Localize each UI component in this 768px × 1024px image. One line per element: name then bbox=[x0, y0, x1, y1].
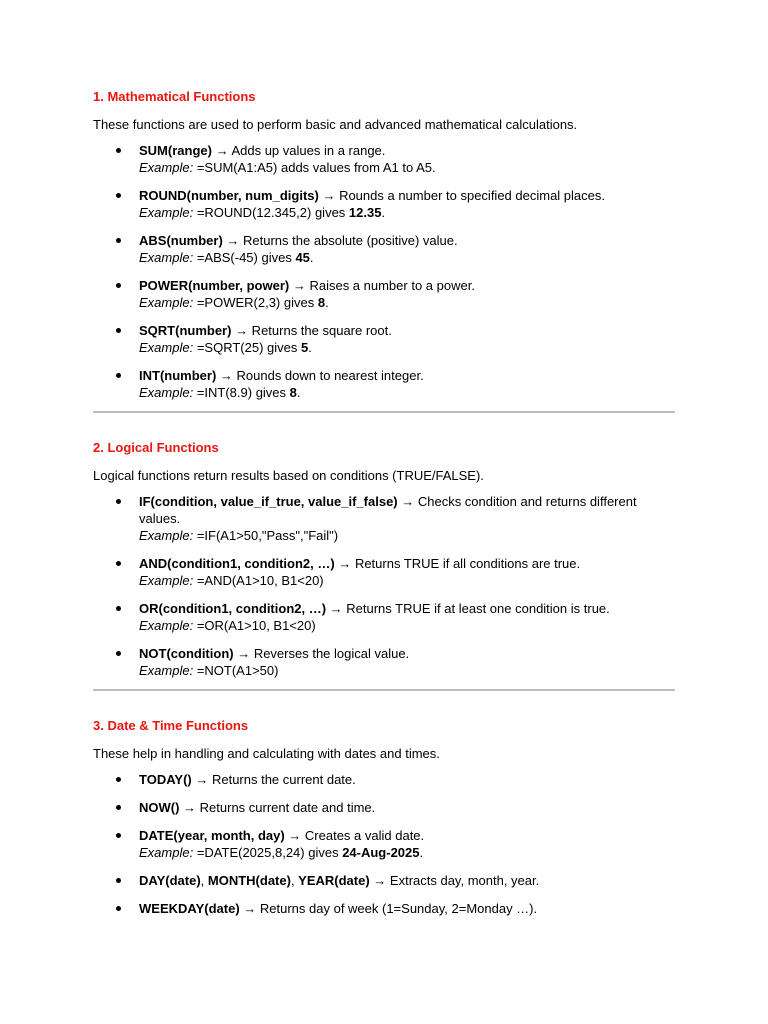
example-end: . bbox=[325, 295, 329, 310]
function-desc: → Returns TRUE if all conditions are true. bbox=[334, 556, 581, 571]
bullet-icon bbox=[116, 606, 121, 611]
function-list bbox=[93, 771, 675, 917]
example-label: Example: bbox=[139, 160, 194, 175]
section-title: 2. Logical Functions bbox=[93, 440, 219, 455]
section-divider bbox=[93, 689, 675, 691]
bullet-icon bbox=[116, 238, 121, 243]
list-item-date bbox=[93, 827, 675, 861]
example-result: 5 bbox=[300, 340, 309, 355]
function-desc: → Returns the square root. bbox=[231, 323, 392, 338]
list-item-sum bbox=[93, 142, 675, 176]
bullet-icon bbox=[116, 373, 121, 378]
function-name: DATE(year, month, day) bbox=[139, 828, 285, 843]
example-label: Example: bbox=[139, 340, 194, 355]
list-item-day-month-year bbox=[93, 872, 675, 889]
function-name: OR(condition1, condition2, …) bbox=[139, 601, 327, 616]
function-name: NOW() bbox=[139, 800, 180, 815]
bullet-icon bbox=[116, 878, 121, 883]
list-item-abs bbox=[93, 232, 675, 266]
function-desc: → Returns day of week (1=Sunday, 2=Monday …). bbox=[239, 901, 538, 916]
bullet-icon bbox=[116, 906, 121, 911]
function-name: AND(condition1, condition2, …) bbox=[139, 556, 335, 571]
function-list bbox=[93, 493, 675, 679]
section-date-time-functions bbox=[93, 717, 675, 917]
function-desc: → Rounds down to nearest integer. bbox=[216, 368, 424, 383]
list-item-now bbox=[93, 799, 675, 816]
list-item-if bbox=[93, 493, 675, 544]
bullet-icon bbox=[116, 777, 121, 782]
example-text: =NOT(A1>50) bbox=[193, 663, 279, 678]
example-text: =IF(A1>50,"Pass","Fail") bbox=[193, 528, 339, 543]
bullet-icon bbox=[116, 283, 121, 288]
example-end: . bbox=[381, 205, 386, 220]
function-desc: → Checks condition and returns different values. bbox=[139, 494, 637, 526]
list-item-not bbox=[93, 645, 675, 679]
list-item-and bbox=[93, 555, 675, 589]
example-result: 12.35 bbox=[348, 205, 382, 220]
section-logical-functions bbox=[93, 439, 675, 679]
example-end: . bbox=[296, 385, 301, 400]
function-name-2: MONTH(date) bbox=[207, 873, 291, 888]
list-item-int bbox=[93, 367, 675, 401]
example-text: =AND(A1>10, B1<20) bbox=[193, 573, 324, 588]
function-name: IF(condition, value_if_true, value_if_false) bbox=[139, 494, 398, 509]
function-desc: → Creates a valid date. bbox=[284, 828, 425, 843]
example-end: . bbox=[308, 340, 312, 355]
example-text: =SQRT(25) gives bbox=[193, 340, 301, 355]
example-text: =ROUND(12.345,2) gives bbox=[193, 205, 349, 220]
section-title: 1. Mathematical Functions bbox=[93, 89, 256, 104]
section-intro: These help in handling and calculating with dates and times. bbox=[93, 746, 440, 761]
function-name: INT(number) bbox=[139, 368, 217, 383]
function-desc: → Extracts day, month, year. bbox=[369, 873, 540, 888]
function-desc: → Reverses the logical value. bbox=[233, 646, 410, 661]
function-name-3: YEAR(date) bbox=[298, 873, 370, 888]
example-label: Example: bbox=[139, 845, 194, 860]
example-result: 8 bbox=[317, 295, 326, 310]
example-label: Example: bbox=[139, 573, 194, 588]
section-title: 3. Date & Time Functions bbox=[93, 718, 249, 733]
example-result: 8 bbox=[289, 385, 297, 400]
example-label: Example: bbox=[139, 663, 194, 678]
example-result: 24-Aug-2025 bbox=[342, 845, 420, 860]
document-content bbox=[93, 88, 675, 917]
example-end: . bbox=[309, 250, 314, 265]
name-separator: , bbox=[290, 873, 299, 888]
example-label: Example: bbox=[139, 250, 194, 265]
function-desc: → Adds up values in a range. bbox=[211, 143, 386, 158]
list-item-sqrt bbox=[93, 322, 675, 356]
function-desc: → Returns the current date. bbox=[191, 772, 356, 787]
function-name: SQRT(number) bbox=[139, 323, 232, 338]
list-item-round bbox=[93, 187, 675, 221]
function-name: NOT(condition) bbox=[139, 646, 234, 661]
list-item-power bbox=[93, 277, 675, 311]
bullet-icon bbox=[116, 499, 121, 504]
function-desc: → Returns TRUE if at least one condition is true. bbox=[326, 601, 610, 616]
example-label: Example: bbox=[139, 295, 194, 310]
example-text: =INT(8.9) gives bbox=[193, 385, 290, 400]
list-item-weekday bbox=[93, 900, 675, 917]
section-math-functions bbox=[93, 88, 675, 401]
function-name: ABS(number) bbox=[139, 233, 223, 248]
example-text: =OR(A1>10, B1<20) bbox=[193, 618, 316, 633]
bullet-icon bbox=[116, 561, 121, 566]
function-name: SUM(range) bbox=[139, 143, 212, 158]
function-name: POWER(number, power) bbox=[139, 278, 290, 293]
section-intro: These functions are used to perform basic and advanced mathematical calculations. bbox=[93, 117, 578, 132]
function-desc: → Returns the absolute (positive) value. bbox=[222, 233, 458, 248]
bullet-icon bbox=[116, 328, 121, 333]
function-list bbox=[93, 142, 675, 401]
name-separator: , bbox=[200, 873, 208, 888]
bullet-icon bbox=[116, 651, 121, 656]
bullet-icon bbox=[116, 805, 121, 810]
bullet-icon bbox=[116, 833, 121, 838]
example-text: =SUM(A1:A5) adds values from A1 to A5. bbox=[193, 160, 436, 175]
example-text: =DATE(2025,8,24) gives bbox=[193, 845, 343, 860]
example-text: =ABS(-45) gives bbox=[193, 250, 296, 265]
example-end: . bbox=[419, 845, 424, 860]
example-text: =POWER(2,3) gives bbox=[193, 295, 318, 310]
function-name: DAY(date) bbox=[139, 873, 201, 888]
bullet-icon bbox=[116, 148, 121, 153]
example-label: Example: bbox=[139, 205, 194, 220]
section-intro: Logical functions return results based on conditions (TRUE/FALSE). bbox=[93, 468, 484, 483]
bullet-icon bbox=[116, 193, 121, 198]
function-name: TODAY() bbox=[139, 772, 192, 787]
function-desc: → Rounds a number to specified decimal places. bbox=[318, 188, 605, 203]
function-desc: → Returns current date and time. bbox=[179, 800, 376, 815]
function-name: ROUND(number, num_digits) bbox=[139, 188, 319, 203]
section-divider bbox=[93, 411, 675, 413]
function-desc: → Raises a number to a power. bbox=[289, 278, 475, 293]
example-label: Example: bbox=[139, 618, 194, 633]
example-label: Example: bbox=[139, 385, 194, 400]
example-result: 45 bbox=[295, 250, 310, 265]
list-item-or bbox=[93, 600, 675, 634]
list-item-today bbox=[93, 771, 675, 788]
function-name: WEEKDAY(date) bbox=[139, 901, 240, 916]
example-label: Example: bbox=[139, 528, 194, 543]
